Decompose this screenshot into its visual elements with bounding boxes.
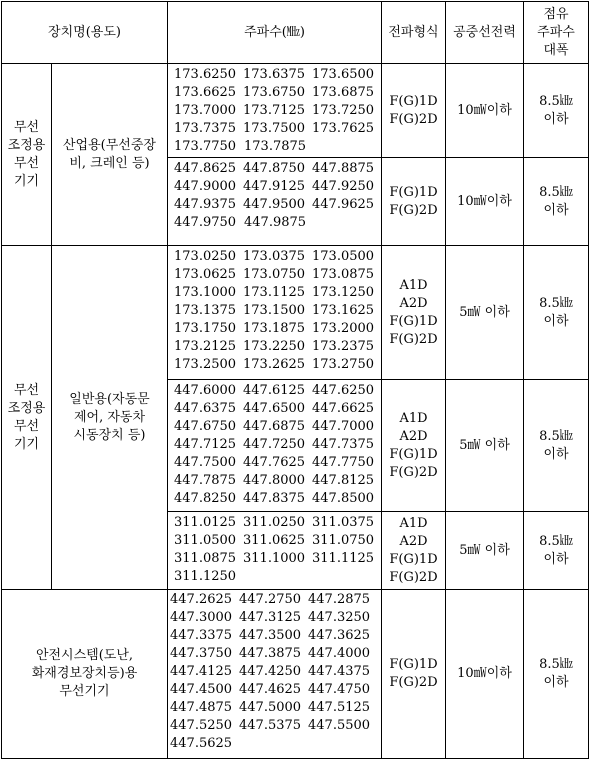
frequency-row (174, 214, 381, 232)
frequency-value: 173.0875 (312, 267, 375, 282)
frequency-value: 311.1000 (243, 551, 306, 566)
emission-cell: A1D A2D F(G)1D F(G)2D (382, 512, 446, 590)
frequency-value: 173.1500 (243, 303, 306, 318)
frequency-row (170, 591, 381, 609)
frequency-row (174, 550, 381, 568)
frequency-value: 447.8000 (243, 473, 306, 488)
table-row (2, 590, 589, 759)
frequency-value: 447.5375 (239, 718, 302, 733)
frequency-value: 311.0625 (243, 533, 306, 548)
power-cell: 5㎽ 이하 (446, 246, 524, 380)
frequency-row (174, 454, 381, 472)
frequency-row (170, 681, 381, 699)
frequency-value: 447.4500 (170, 682, 233, 697)
frequency-list (168, 246, 382, 380)
frequency-value: 173.0250 (174, 249, 237, 264)
frequency-value: 447.2750 (239, 592, 302, 607)
frequency-value: 447.4750 (308, 682, 371, 697)
frequency-value: 447.7125 (174, 437, 237, 452)
frequency-row (174, 568, 381, 586)
frequency-row (174, 338, 381, 356)
frequency-list (168, 380, 382, 512)
frequency-value: 447.5250 (170, 718, 233, 733)
frequency-value: 447.6000 (174, 383, 237, 398)
frequency-value: 173.2125 (174, 339, 237, 354)
bandwidth-cell: 8.5㎑ 이하 (524, 64, 589, 158)
device-name-cell: 무선 조정용 무선 기기 (2, 246, 52, 590)
frequency-value: 173.1625 (312, 303, 375, 318)
header-device: 장치명(용도) (2, 2, 168, 64)
frequency-value: 447.3250 (308, 610, 371, 625)
frequency-value: 447.9000 (174, 179, 237, 194)
frequency-value: 173.0500 (312, 249, 375, 264)
frequency-value: 173.2750 (312, 357, 375, 372)
frequency-value: 447.8375 (243, 491, 306, 506)
frequency-value: 173.6750 (243, 85, 306, 100)
frequency-row (174, 266, 381, 284)
frequency-value: 447.9250 (312, 179, 375, 194)
frequency-value: 447.7750 (312, 455, 375, 470)
frequency-value: 447.6125 (243, 383, 306, 398)
frequency-row (174, 356, 381, 374)
frequency-value: 173.6625 (174, 85, 237, 100)
frequency-value: 447.3125 (239, 610, 302, 625)
frequency-value: 447.8750 (243, 161, 306, 176)
frequency-value: 447.3375 (170, 628, 233, 643)
frequency-value: 173.7250 (312, 103, 375, 118)
frequency-value: 447.7250 (243, 437, 306, 452)
frequency-row (174, 196, 381, 214)
header-emission: 전파형식 (382, 2, 446, 64)
frequency-row (170, 645, 381, 663)
frequency-value: 447.5000 (239, 700, 302, 715)
frequency-value: 447.2875 (308, 592, 371, 607)
frequency-value: 447.8250 (174, 491, 237, 506)
emission-cell: F(G)1D F(G)2D (382, 590, 446, 759)
frequency-value: 173.6875 (312, 85, 375, 100)
frequency-value: 173.2250 (243, 339, 306, 354)
frequency-row (170, 627, 381, 645)
frequency-value: 447.8625 (174, 161, 237, 176)
device-name-cell: 안전시스템(도난, 화재경보장치등)용 무선기기 (2, 590, 168, 759)
frequency-row (174, 120, 381, 138)
frequency-value: 311.0375 (312, 515, 375, 530)
frequency-value: 447.7375 (312, 437, 375, 452)
frequency-value: 311.1250 (174, 569, 237, 584)
frequency-value: 173.0750 (243, 267, 306, 282)
bandwidth-cell: 8.5㎑ 이하 (524, 590, 589, 759)
frequency-row (170, 717, 381, 735)
frequency-value: 311.0875 (174, 551, 237, 566)
frequency-value: 173.7875 (244, 139, 307, 154)
bandwidth-cell: 8.5㎑ 이하 (524, 158, 589, 246)
frequency-row (174, 178, 381, 196)
frequency-value: 173.1375 (174, 303, 237, 318)
header-power: 공중선전력 (446, 2, 524, 64)
frequency-value: 447.3625 (308, 628, 371, 643)
table-row (2, 246, 589, 380)
frequency-value: 173.1875 (243, 321, 306, 336)
frequency-value: 447.3875 (239, 646, 302, 661)
frequency-value: 173.1250 (312, 285, 375, 300)
frequency-value: 447.5625 (170, 736, 233, 751)
frequency-value: 447.7000 (312, 419, 375, 434)
frequency-list (168, 64, 382, 158)
frequency-row (170, 663, 381, 681)
usage-cell: 일반용(자동문 제어, 자동차 시동장치 등) (52, 246, 168, 590)
frequency-value: 447.6750 (174, 419, 237, 434)
frequency-row (174, 532, 381, 550)
frequency-value: 173.7375 (174, 121, 237, 136)
bandwidth-cell: 8.5㎑ 이하 (524, 246, 589, 380)
frequency-value: 173.7500 (243, 121, 306, 136)
frequency-value: 447.6500 (243, 401, 306, 416)
frequency-row (174, 284, 381, 302)
table-row (2, 64, 589, 158)
frequency-spec-table (1, 1, 589, 759)
frequency-value: 447.7500 (174, 455, 237, 470)
frequency-value: 447.4875 (170, 700, 233, 715)
frequency-value: 447.6250 (312, 383, 375, 398)
frequency-row (174, 138, 381, 156)
frequency-value: 447.4375 (308, 664, 371, 679)
frequency-row (174, 418, 381, 436)
frequency-value: 447.8125 (312, 473, 375, 488)
frequency-value: 447.9125 (243, 179, 306, 194)
frequency-value: 173.1000 (174, 285, 237, 300)
frequency-value: 173.0375 (243, 249, 306, 264)
frequency-row (174, 472, 381, 490)
frequency-row (170, 699, 381, 717)
frequency-value: 447.7625 (243, 455, 306, 470)
bandwidth-cell: 8.5㎑ 이하 (524, 380, 589, 512)
frequency-row (174, 514, 381, 532)
frequency-row (170, 735, 381, 753)
header-bandwidth: 점유 주파수 대폭 (524, 2, 589, 64)
frequency-value: 173.1125 (243, 285, 306, 300)
frequency-list (168, 512, 382, 590)
frequency-value: 447.2625 (170, 592, 233, 607)
frequency-value: 173.0625 (174, 267, 237, 282)
frequency-row (174, 400, 381, 418)
frequency-row (174, 84, 381, 102)
device-name-cell: 무선 조정용 무선 기기 (2, 64, 52, 246)
emission-cell: F(G)1D F(G)2D (382, 64, 446, 158)
frequency-value: 447.6375 (174, 401, 237, 416)
frequency-row (174, 320, 381, 338)
power-cell: 10㎽이하 (446, 590, 524, 759)
frequency-value: 447.3750 (170, 646, 233, 661)
frequency-value: 311.1125 (312, 551, 375, 566)
frequency-value: 311.0250 (243, 515, 306, 530)
frequency-value: 173.2000 (312, 321, 375, 336)
frequency-value: 311.0500 (174, 533, 237, 548)
frequency-value: 173.6250 (174, 67, 237, 82)
bandwidth-cell: 8.5㎑ 이하 (524, 512, 589, 590)
frequency-value: 173.7750 (174, 139, 237, 154)
frequency-value: 173.2500 (174, 357, 237, 372)
emission-cell: F(G)1D F(G)2D (382, 158, 446, 246)
frequency-value: 447.8500 (312, 491, 375, 506)
frequency-value: 447.4250 (239, 664, 302, 679)
frequency-value: 447.6875 (243, 419, 306, 434)
emission-cell: A1D A2D F(G)1D F(G)2D (382, 380, 446, 512)
power-cell: 5㎽ 이하 (446, 512, 524, 590)
frequency-row (174, 490, 381, 508)
frequency-value: 447.4625 (239, 682, 302, 697)
frequency-list (168, 158, 382, 246)
frequency-value: 447.7875 (174, 473, 237, 488)
frequency-value: 173.7125 (243, 103, 306, 118)
frequency-value: 447.4000 (308, 646, 371, 661)
frequency-value: 447.8875 (312, 161, 375, 176)
frequency-value: 173.6375 (243, 67, 306, 82)
header-frequency: 주파수(㎒) (168, 2, 382, 64)
frequency-value: 447.9875 (244, 215, 307, 230)
power-cell: 10㎽이하 (446, 158, 524, 246)
frequency-row (174, 436, 381, 454)
frequency-value: 447.9625 (312, 197, 375, 212)
frequency-value: 447.5500 (308, 718, 371, 733)
frequency-row (174, 248, 381, 266)
emission-cell: A1D A2D F(G)1D F(G)2D (382, 246, 446, 380)
frequency-row (174, 66, 381, 84)
frequency-value: 447.5125 (308, 700, 371, 715)
power-cell: 5㎽ 이하 (446, 380, 524, 512)
usage-cell: 산업용(무선중장 비, 크레인 등) (52, 64, 168, 246)
frequency-value: 311.0750 (312, 533, 375, 548)
header-row (2, 2, 589, 64)
frequency-value: 447.9500 (243, 197, 306, 212)
frequency-value: 447.9750 (174, 215, 237, 230)
frequency-row (174, 160, 381, 178)
frequency-row (174, 102, 381, 120)
frequency-value: 173.2625 (243, 357, 306, 372)
frequency-list (168, 590, 382, 759)
frequency-row (174, 302, 381, 320)
frequency-value: 447.6625 (312, 401, 375, 416)
frequency-value: 447.9375 (174, 197, 237, 212)
frequency-row (170, 609, 381, 627)
frequency-value: 173.2375 (312, 339, 375, 354)
frequency-value: 173.1750 (174, 321, 237, 336)
frequency-value: 173.7000 (174, 103, 237, 118)
frequency-value: 447.3000 (170, 610, 233, 625)
frequency-value: 173.7625 (312, 121, 375, 136)
frequency-value: 447.4125 (170, 664, 233, 679)
frequency-value: 447.3500 (239, 628, 302, 643)
frequency-value: 173.6500 (312, 67, 375, 82)
power-cell: 10㎽이하 (446, 64, 524, 158)
frequency-row (174, 382, 381, 400)
frequency-value: 311.0125 (174, 515, 237, 530)
